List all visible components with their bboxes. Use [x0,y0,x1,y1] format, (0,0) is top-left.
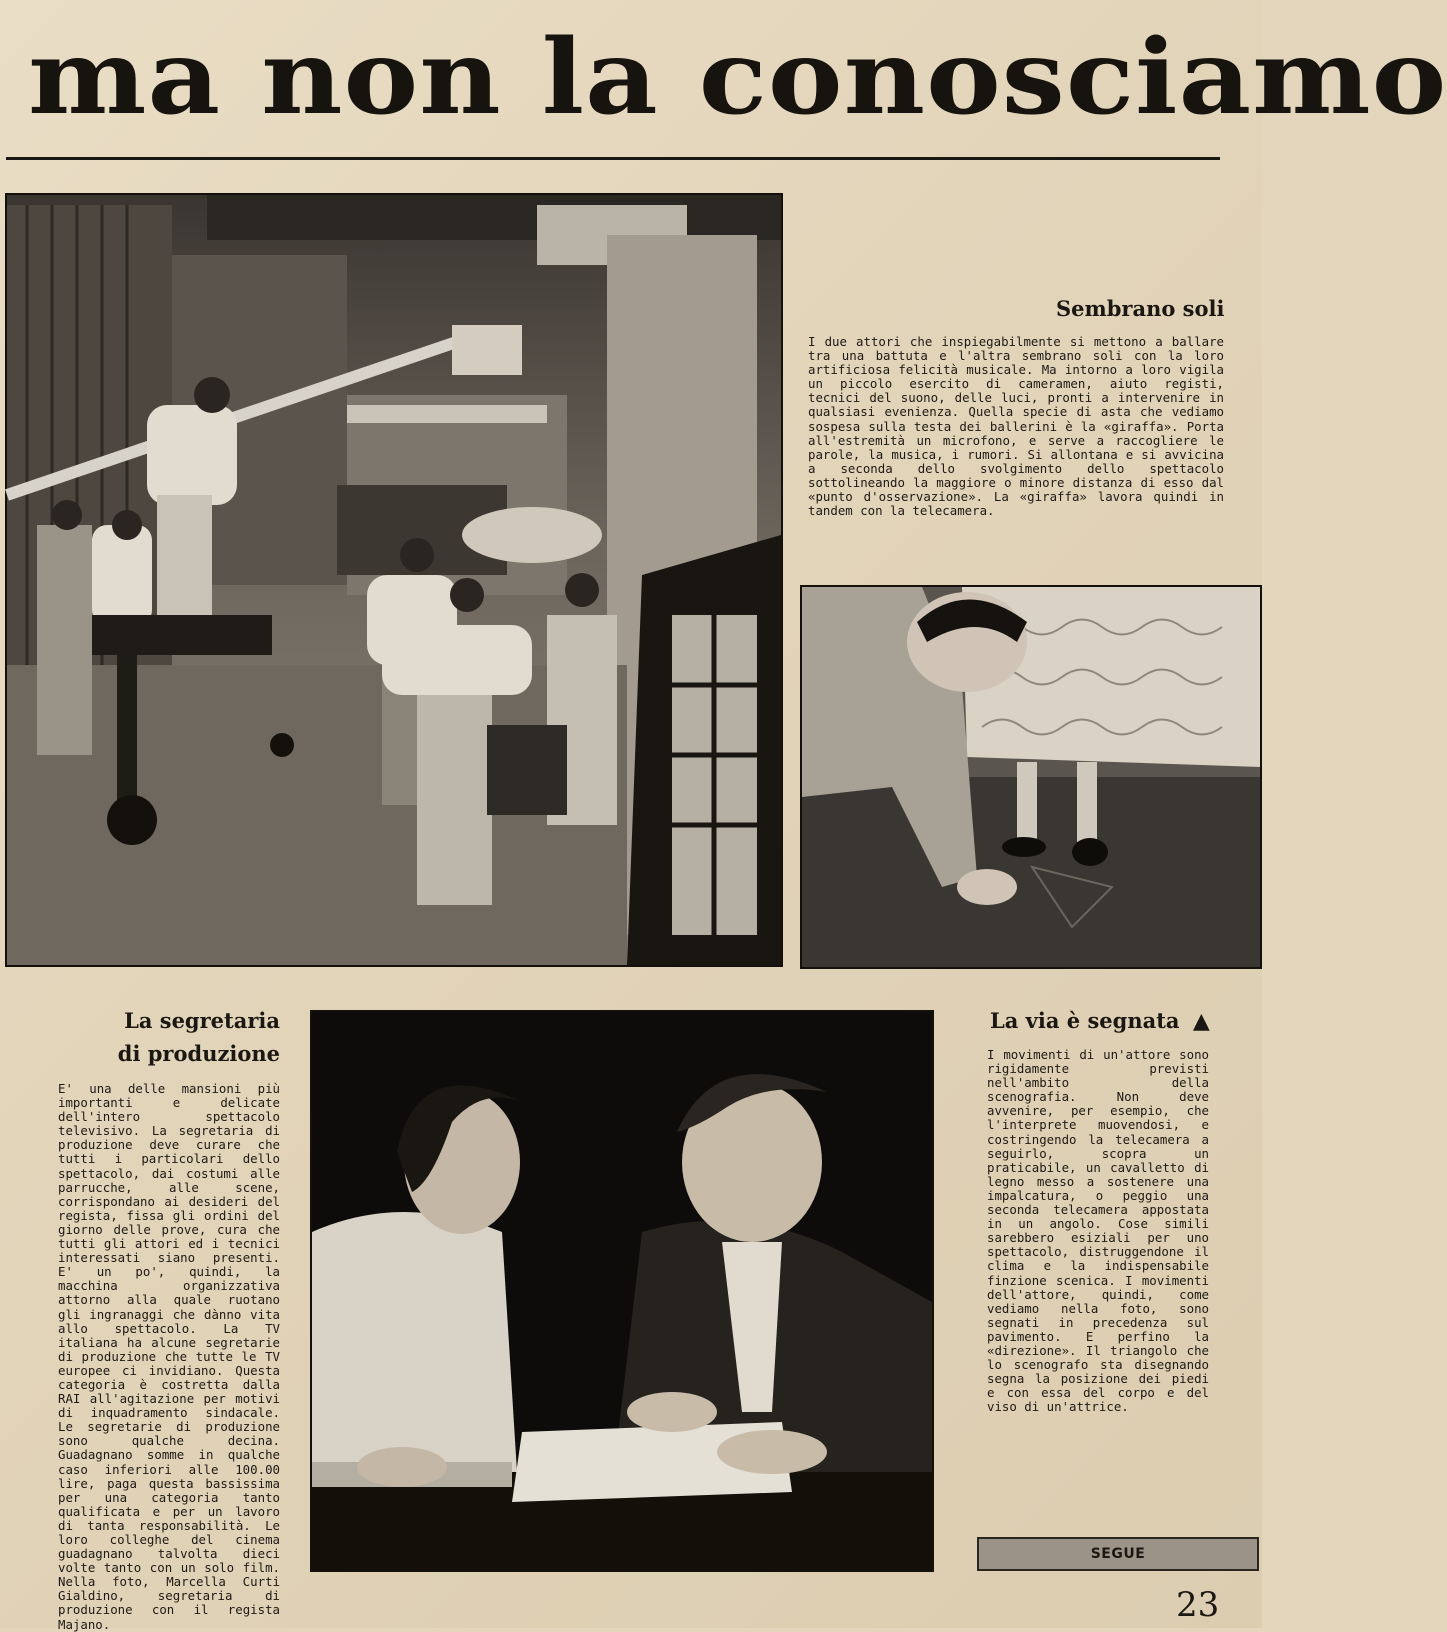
sembrano-soli-title: Sembrano soli [1056,296,1225,321]
via-segnata-body: I movimenti di un'attore sono rigidamente previsti nell'ambito della scenografia. Non deve avvenire, per esempio, che l'interprete muovendosi, e costringendo la telecamera a seguirlo, scopra un praticabile, un cavalletto di legno messo a sostenere una impalcatura, o peggio una seconda telecamera appostata in un angolo. Cose simili sarebbero esiziali per uno spettacolo, distruggendone il clima e la indispensabile finzione scenica. I movimenti dell'attore, quindi, come vediamo nella foto, sono segnati in precedenza sul pavimento. E perfino la «direzione». Il triangolo che lo scenografo sta disegnando segna la posizione dei piedi e con essa del corpo e del viso di un'attrice. [987,1047,1209,1415]
segretaria-title-line2: di produzione [117,1041,280,1066]
floor-marking-photo [800,585,1262,969]
page-number: 23 [1176,1585,1220,1625]
secretary-director-photo [310,1010,934,1572]
segretaria-title-line1: La segretaria [124,1008,280,1033]
headline: ma non la conosciamo [28,17,1447,138]
via-segnata-title-text: La via è segnata [990,1008,1180,1033]
segue-label: SEGUE [977,1537,1259,1571]
segretaria-body: E' una delle mansioni più importanti e delicate dell'intero spettacolo televisivo. La segretaria di produzione deve curare che tutti i particolari dello spettacolo, dai costumi alle parrucche, alle scene, corrispondano ai desideri del regista, fissa gli ordini del giorno delle prove, cura che tutti gli attori ed i tecnici interessati siano presenti. E' un po', quindi, la macchina organizzativa attorno alla quale ruotano gli ingranaggi che dànno vita allo spettacolo. La TV italiana ha alcune segretarie di produzione che tutte le TV europee ci invidiano. Questa categoria è costretta dalla RAI all'agitazione per motivi di inquadramento sindacale. Le segretarie di produzione sono qualche decina. Guadagnano somme in qualche caso inferiori alle 100.00 lire, paga questa bassissima per una categoria tanto qualificata e per un lavoro di tanta responsabilità. Le loro colleghe del cinema guadagnano talvolta dieci volte tanto con un solo film. Nella foto, Marcella Curti Gialdino, segretaria di produzione con il regista Majano. [58,1081,280,1632]
triangle-arrow-icon: ▲ [1192,1008,1210,1034]
sembrano-soli-body: I due attori che inspiegabilmente si mettono a ballare tra una battuta e l'altra sembrano soli con la loro artificiosa felicità musicale. Ma intorno a loro vigila un piccolo esercito di cameramen, aiuto registi, tecnici del suono, delle luci, pronti a intervenire in qualsiasi evenienza. Quella specie di asta che vediamo sospesa sulla testa dei ballerini è la «giraffa». Porta all'estremità un microfono, e serve a raccogliere le parole, la musica, i rumori. Si allontana e si avvicina a seconda dello svolgimento dello spettacolo sottolineando la maggiore o minore distanza di esso dal «punto d'osservazione». La «giraffa» lavora quindi in tandem con la telecamera. [808,334,1224,519]
headline-rule [6,157,1220,160]
studio-set-photo [5,193,783,967]
via-segnata-title [990,1008,1210,1034]
